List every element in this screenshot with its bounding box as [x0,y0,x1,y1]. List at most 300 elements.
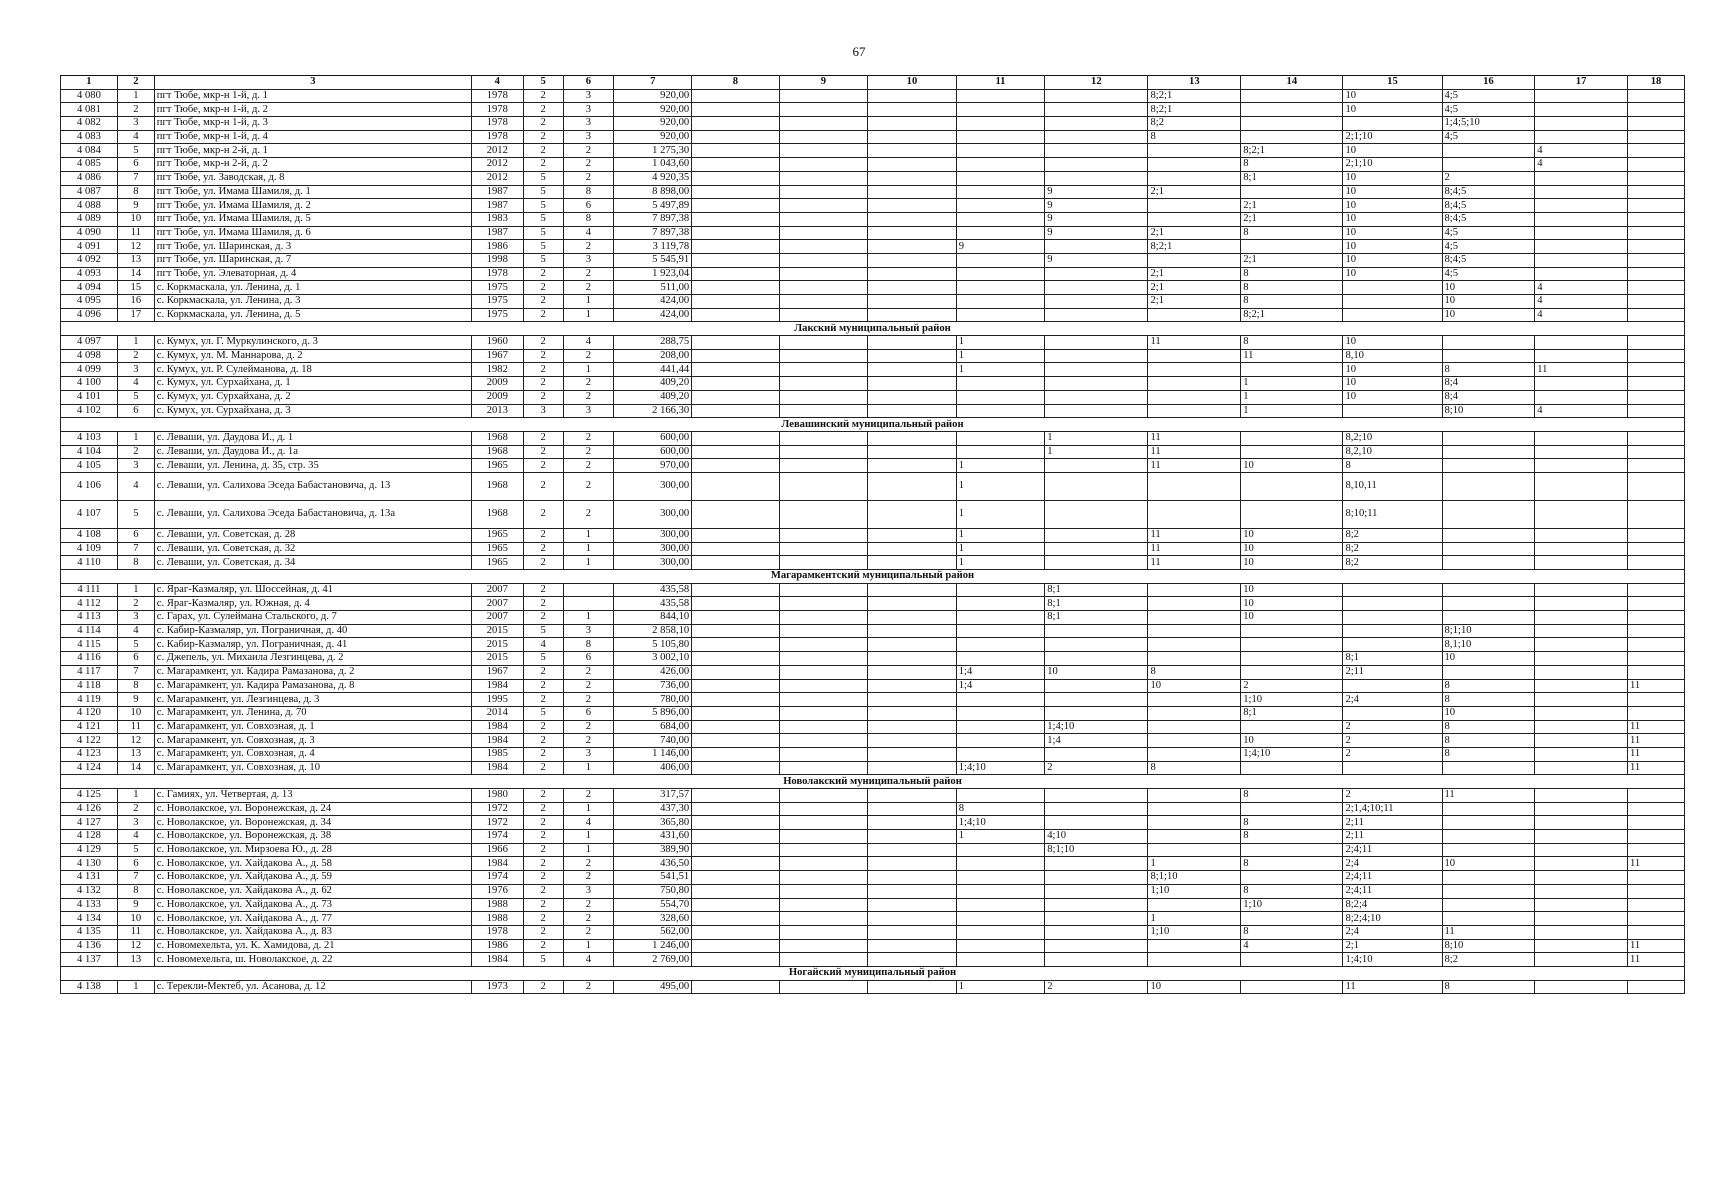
table-cell: 6 [563,199,614,213]
table-cell: 5 105,80 [614,638,692,652]
table-cell [868,349,957,363]
table-cell: 1 [117,583,154,597]
table-cell: 6 [117,528,154,542]
address-cell: с. Кумух, ул. М. Маннарова, д. 2 [154,349,471,363]
header-cell: 3 [154,76,471,90]
table-cell [868,431,957,445]
table-cell: 11 [1627,679,1684,693]
table-cell: 8 [563,638,614,652]
table-cell [692,857,779,871]
table-cell: 11 [1148,336,1241,350]
table-cell: 920,00 [614,117,692,131]
table-cell: 1975 [471,281,523,295]
table-cell: 8;1 [1241,171,1343,185]
table-cell: 8 [117,556,154,570]
table-cell: 5 [523,253,563,267]
table-cell: 1978 [471,925,523,939]
address-cell: с. Новомехельта, ш. Новолакское, д. 22 [154,953,471,967]
table-cell: 4 081 [61,103,118,117]
table-row [61,431,1685,445]
table-cell: 8 [1442,363,1535,377]
table-cell: 4 117 [61,665,118,679]
table-cell [1045,363,1148,377]
table-cell [1148,802,1241,816]
table-cell: 10 [1343,89,1442,103]
table-cell [868,158,957,172]
table-cell [1627,789,1684,803]
table-cell: 10 [1343,363,1442,377]
header-cell: 5 [523,76,563,90]
table-cell [1627,472,1684,500]
table-cell: 4 104 [61,445,118,459]
table-cell [1627,830,1684,844]
table-cell [1241,871,1343,885]
table-cell [1241,445,1343,459]
table-cell [692,898,779,912]
table-cell: 10 [1241,734,1343,748]
table-cell: 3 [563,624,614,638]
table-cell [692,459,779,473]
table-cell: 9 [117,199,154,213]
table-cell [779,583,868,597]
address-cell: пгт Тюбе, ул. Имама Шамиля, д. 2 [154,199,471,213]
table-cell [868,925,957,939]
table-cell: 1983 [471,212,523,226]
table-cell: 11 [117,925,154,939]
table-cell: 8 [956,802,1045,816]
table-cell: 2 [523,912,563,926]
table-cell: 3 [117,816,154,830]
table-cell: 4 083 [61,130,118,144]
table-cell: 10 [1442,652,1535,666]
table-cell: 2;11 [1343,665,1442,679]
table-cell [956,720,1045,734]
table-cell [956,226,1045,240]
table-cell: 2 [1343,747,1442,761]
table-cell: 11 [1148,431,1241,445]
table-cell [779,884,868,898]
table-cell [1148,472,1241,500]
table-cell: 406,00 [614,761,692,775]
table-cell [868,611,957,625]
table-cell [692,816,779,830]
table-cell [1627,130,1684,144]
table-cell: 424,00 [614,295,692,309]
table-cell: 2 [523,117,563,131]
table-cell [868,390,957,404]
table-cell: 4 086 [61,171,118,185]
table-cell [1627,431,1684,445]
table-cell: 10 [1343,267,1442,281]
table-cell: 1965 [471,542,523,556]
table-cell: 3 119,78 [614,240,692,254]
table-cell: 437,30 [614,802,692,816]
table-cell: 4 120 [61,706,118,720]
address-cell: с. Магарамкент, ул. Совхозная, д. 1 [154,720,471,734]
table-cell [868,459,957,473]
table-cell [692,226,779,240]
table-cell: 1995 [471,693,523,707]
table-cell [868,734,957,748]
table-cell [868,103,957,117]
table-row [61,459,1685,473]
table-cell: 1988 [471,912,523,926]
table-cell: 1976 [471,884,523,898]
table-cell: 12 [117,734,154,748]
table-cell: 2;4;11 [1343,843,1442,857]
table-cell: 409,20 [614,390,692,404]
table-cell [692,980,779,994]
table-cell: 1 [956,556,1045,570]
table-cell [1627,103,1684,117]
table-cell [868,130,957,144]
table-cell: 1984 [471,720,523,734]
table-cell [1343,761,1442,775]
header-row [61,76,1685,90]
table-cell [1148,939,1241,953]
table-cell: 2 769,00 [614,953,692,967]
table-cell [1241,980,1343,994]
table-cell [956,445,1045,459]
table-cell: 1986 [471,939,523,953]
table-cell: 2 [563,857,614,871]
table-row [61,706,1685,720]
table-cell: 1 [563,308,614,322]
table-cell: 2;1;10 [1343,158,1442,172]
table-row [61,390,1685,404]
table-cell [1045,871,1148,885]
table-cell: 4 [117,377,154,391]
table-cell: 2 [523,583,563,597]
table-cell: 750,80 [614,884,692,898]
table-cell [779,390,868,404]
address-cell: с. Магарамкент, ул. Кадира Рамазанова, д. 2 [154,665,471,679]
table-cell: 1 [956,363,1045,377]
table-row [61,884,1685,898]
table-cell [956,377,1045,391]
table-cell: 2012 [471,144,523,158]
table-cell [956,925,1045,939]
table-cell [692,665,779,679]
table-cell [1045,500,1148,528]
table-cell: 2 [523,500,563,528]
table-cell: 2 [523,281,563,295]
table-cell [779,802,868,816]
table-cell [868,802,957,816]
table-cell: 4 [1535,144,1628,158]
table-cell [1442,802,1535,816]
table-row [61,857,1685,871]
table-cell [868,556,957,570]
table-cell: 736,00 [614,679,692,693]
table-cell [1442,761,1535,775]
table-cell: 1968 [471,431,523,445]
table-cell: 7 897,38 [614,226,692,240]
table-cell: 1984 [471,857,523,871]
table-cell [1535,253,1628,267]
table-cell: 8 [1148,130,1241,144]
table-cell: 10 [1241,583,1343,597]
table-cell: 8 [1442,720,1535,734]
table-cell [692,253,779,267]
table-cell [779,665,868,679]
table-cell: 4 101 [61,390,118,404]
register-table [60,75,1685,994]
table-cell: 5 [117,144,154,158]
table-cell [868,597,957,611]
table-cell: 8;2;4 [1343,898,1442,912]
table-cell: 2012 [471,158,523,172]
table-cell: 8 [1343,459,1442,473]
table-cell: 2;1 [1148,226,1241,240]
table-row [61,871,1685,885]
table-row [61,226,1685,240]
table-cell [1045,472,1148,500]
table-cell: 844,10 [614,611,692,625]
table-cell: 8;2;1 [1148,240,1241,254]
table-cell [1627,445,1684,459]
table-cell: 10 [1343,199,1442,213]
table-cell: 4 [117,472,154,500]
table-cell [1627,597,1684,611]
table-cell [1343,583,1442,597]
table-cell: 11 [117,226,154,240]
table-cell: 8 [1241,816,1343,830]
table-cell: 8;4;5 [1442,212,1535,226]
table-cell: 4 135 [61,925,118,939]
table-cell: 1;4;10 [1241,747,1343,761]
table-cell: 541,51 [614,871,692,885]
table-cell [779,199,868,213]
table-cell: 1;4;10 [1045,720,1148,734]
table-cell [692,556,779,570]
table-cell [692,953,779,967]
table-cell [868,185,957,199]
table-cell: 10 [117,706,154,720]
table-cell [1045,281,1148,295]
table-cell [1343,281,1442,295]
table-cell [1535,349,1628,363]
table-cell: 1987 [471,199,523,213]
table-cell: 2 [523,693,563,707]
table-cell [779,349,868,363]
table-cell [1627,253,1684,267]
header-cell: 8 [692,76,779,90]
table-cell: 11 [117,720,154,734]
table-cell: 8;10 [1442,939,1535,953]
table-cell [868,377,957,391]
header-cell: 12 [1045,76,1148,90]
address-cell: с. Терекли-Мектеб, ул. Асанова, д. 12 [154,980,471,994]
table-cell: 435,58 [614,583,692,597]
table-row [61,103,1685,117]
table-cell [868,528,957,542]
table-cell [868,638,957,652]
table-row [61,445,1685,459]
table-cell [1045,624,1148,638]
header-cell: 17 [1535,76,1628,90]
table-cell [1148,816,1241,830]
header-cell: 7 [614,76,692,90]
table-cell: 4;5 [1442,89,1535,103]
table-cell [692,747,779,761]
table-cell: 10 [1241,611,1343,625]
table-cell [779,171,868,185]
table-cell [1148,404,1241,418]
table-cell: 2;1 [1241,199,1343,213]
table-cell: 300,00 [614,472,692,500]
table-cell [779,144,868,158]
table-cell: 2 [1045,980,1148,994]
table-cell: 8;1 [1241,706,1343,720]
table-cell: 1 [1241,377,1343,391]
table-cell [1343,638,1442,652]
table-cell: 2;11 [1343,830,1442,844]
table-cell: 1 [956,500,1045,528]
table-cell [1045,884,1148,898]
header-cell: 15 [1343,76,1442,90]
table-cell: 1 [563,295,614,309]
address-cell: с. Кумух, ул. Сурхайхана, д. 1 [154,377,471,391]
table-cell [1627,158,1684,172]
table-cell [563,597,614,611]
table-cell [1148,390,1241,404]
table-cell: 11 [1627,747,1684,761]
table-cell: 1 923,04 [614,267,692,281]
table-row [61,747,1685,761]
table-cell: 11 [1627,939,1684,953]
table-cell: 1;4;10 [956,761,1045,775]
table-cell [1535,171,1628,185]
table-cell: 1 [956,528,1045,542]
table-cell [1535,693,1628,707]
table-cell: 1984 [471,679,523,693]
table-cell [1045,158,1148,172]
table-cell: 4 121 [61,720,118,734]
table-cell [1442,912,1535,926]
table-cell [779,103,868,117]
table-cell [1627,404,1684,418]
table-cell [1045,953,1148,967]
district-section-row [61,322,1685,336]
table-row [61,830,1685,844]
table-cell: 4 [1241,939,1343,953]
table-cell [779,377,868,391]
table-cell [1241,624,1343,638]
header-cell: 14 [1241,76,1343,90]
table-cell: 4 092 [61,253,118,267]
table-cell: 10 [1343,390,1442,404]
table-cell [779,130,868,144]
table-cell [779,857,868,871]
table-row [61,500,1685,528]
table-cell [779,404,868,418]
table-row [61,624,1685,638]
table-cell: 4 [1535,281,1628,295]
table-cell: 2 [563,267,614,281]
table-cell [956,158,1045,172]
table-cell: 2 [563,171,614,185]
address-cell: с. Джепель, ул. Михаила Лезгинцева, д. 2 [154,652,471,666]
table-cell: 1;4;10 [1343,953,1442,967]
address-cell: с. Новолакское, ул. Мирзоева Ю., д. 28 [154,843,471,857]
table-cell: 3 [563,89,614,103]
table-cell [868,898,957,912]
table-cell [692,336,779,350]
table-cell [779,431,868,445]
table-cell [1045,693,1148,707]
table-cell [868,144,957,158]
table-cell [1442,583,1535,597]
table-cell [956,884,1045,898]
table-cell: 9 [117,693,154,707]
table-cell [1442,459,1535,473]
table-cell [779,158,868,172]
table-cell [779,528,868,542]
table-cell: 2 [523,843,563,857]
table-cell: 1 146,00 [614,747,692,761]
address-cell: с. Новолакское, ул. Воронежская, д. 34 [154,816,471,830]
table-cell: 1978 [471,103,523,117]
table-cell: 5 [523,185,563,199]
table-cell [1343,597,1442,611]
table-cell: 10 [1241,542,1343,556]
table-cell [1343,404,1442,418]
address-cell: пгт Тюбе, ул. Имама Шамиля, д. 5 [154,212,471,226]
table-cell [956,953,1045,967]
table-cell: 8,2;10 [1343,431,1442,445]
table-cell: 10 [1343,103,1442,117]
table-cell [868,747,957,761]
table-cell: 2 [523,459,563,473]
table-cell: 1978 [471,89,523,103]
table-cell [956,898,1045,912]
table-cell: 8 898,00 [614,185,692,199]
table-cell: 17 [117,308,154,322]
table-cell: 1 [956,472,1045,500]
table-cell [868,253,957,267]
table-cell: 7 [117,871,154,885]
table-row [61,638,1685,652]
table-cell: 2007 [471,611,523,625]
table-cell: 2 [1343,789,1442,803]
table-cell: 9 [1045,253,1148,267]
table-cell: 8,10 [1343,349,1442,363]
table-cell: 8 [1148,665,1241,679]
table-cell [1241,431,1343,445]
table-cell: 10 [1241,597,1343,611]
table-cell: 10 [1045,665,1148,679]
address-cell: с. Коркмаскала, ул. Ленина, д. 5 [154,308,471,322]
table-row [61,377,1685,391]
table-cell [1148,308,1241,322]
table-cell [1627,117,1684,131]
table-cell: 15 [117,281,154,295]
table-cell: 10 [1442,308,1535,322]
address-cell: с. Кумух, ул. Сурхайхана, д. 3 [154,404,471,418]
table-cell: 8;1 [1045,597,1148,611]
table-row [61,542,1685,556]
table-cell [779,363,868,377]
table-cell: 2 [523,884,563,898]
table-cell [956,117,1045,131]
table-cell: 4 132 [61,884,118,898]
table-cell [779,226,868,240]
table-cell: 12 [117,939,154,953]
table-cell: 2 [563,898,614,912]
table-cell [956,130,1045,144]
table-cell [956,912,1045,926]
